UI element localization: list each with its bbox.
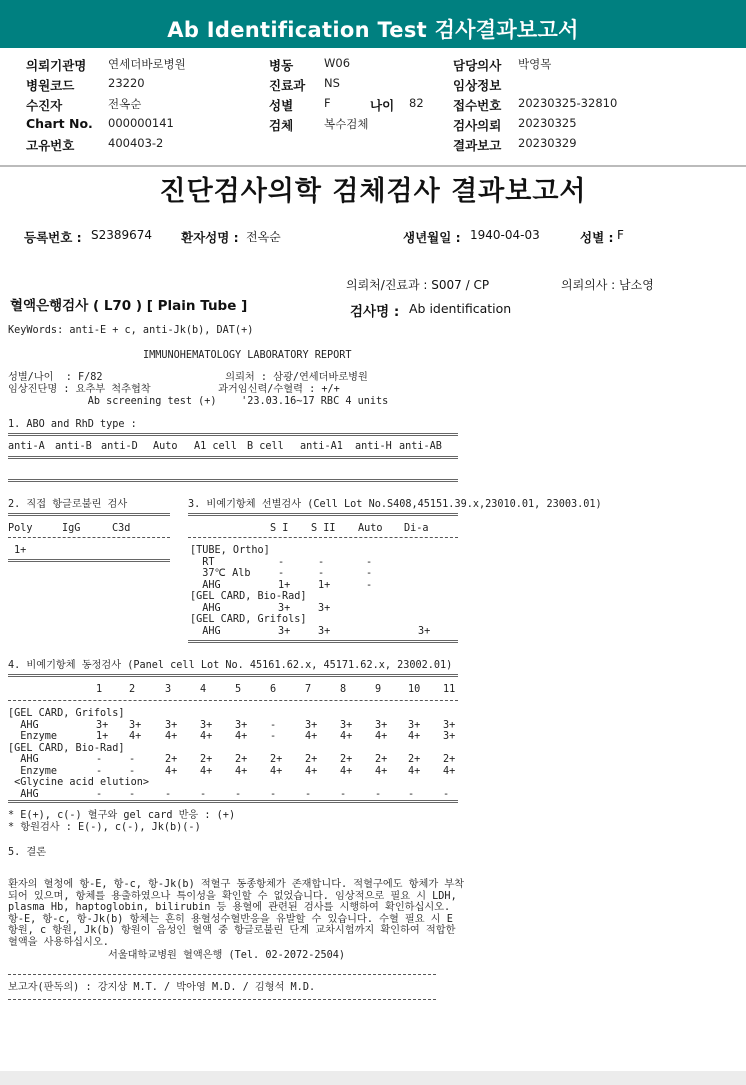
panel-cell: 3+ <box>96 719 109 731</box>
dob-label: 생년월일 : <box>403 230 461 245</box>
panel-row-label: AHG <box>8 719 39 731</box>
screen-column-header: S II <box>311 523 336 534</box>
screen-row-label: AHG <box>190 579 221 591</box>
info-value: 000000141 <box>108 116 174 130</box>
age-value: 82 <box>409 96 424 110</box>
info-value: 20230325 <box>518 116 577 130</box>
panel-column-header: 10 <box>408 684 421 695</box>
screen-cell: 1+ <box>318 579 331 591</box>
panel-cell: 3+ <box>129 719 142 731</box>
panel-cell: 3+ <box>408 719 421 731</box>
panel-cell: 3+ <box>375 719 388 731</box>
sex-label: 성별 : <box>580 230 614 245</box>
screen-cell: - <box>318 568 325 579</box>
screen-cell: - <box>278 568 285 579</box>
panel-column-header: 11 <box>443 684 456 695</box>
demographic-line: 임상진단명 : 요추부 척추협착 과거임신력/수혈력 : +/+ <box>8 384 340 395</box>
screen-column-header: Auto <box>358 523 383 534</box>
panel-cell: - <box>129 765 136 777</box>
demographic-line: 성별/나이 : F/82 의뢰처 : 삼광/연세더바로병원 <box>8 372 368 383</box>
info-label: 성별 <box>269 98 294 113</box>
panel-cell: 4+ <box>340 765 353 777</box>
info-label: 결과보고 <box>453 138 502 153</box>
info-label: 접수번호 <box>453 98 502 113</box>
screen-cell: 3+ <box>318 602 331 614</box>
panel-cell: 4+ <box>443 765 456 777</box>
screen-cell: 3+ <box>418 625 431 637</box>
panel-cell: 3+ <box>443 719 456 731</box>
panel-cell: - <box>443 788 450 800</box>
info-row <box>0 56 746 76</box>
dob-value: 1940-04-03 <box>470 228 540 242</box>
panel-column-header: 3 <box>165 684 172 695</box>
panel-cell: - <box>96 788 103 800</box>
panel-column-header: 4 <box>200 684 207 695</box>
panel-row-label: Enzyme <box>8 765 58 777</box>
abo-column-header: anti-D <box>101 441 138 452</box>
screen-row-label: AHG <box>190 602 221 614</box>
info-label: 병동 <box>269 58 294 73</box>
panel-cell: 3+ <box>305 719 318 731</box>
panel-cell: 2+ <box>305 754 318 765</box>
screen-column-header: S I <box>270 523 289 534</box>
dat-section-title: 2. 직접 항글로불린 검사 <box>8 499 128 510</box>
abo-column-header: B cell <box>247 441 284 452</box>
info-value: 박영목 <box>518 57 552 71</box>
dat-header-c3d: C3d <box>112 523 131 534</box>
screen-cell: 3+ <box>278 625 291 637</box>
info-label: 검체 <box>269 118 294 133</box>
info-value: 400403-2 <box>108 136 164 150</box>
rule-dashed <box>8 700 458 701</box>
panel-column-header: 1 <box>96 684 103 695</box>
report-title: 진단검사의학 검체검사 결과보고서 <box>159 176 587 207</box>
panel-cell: 4+ <box>375 731 388 742</box>
screen-cell: 3+ <box>318 625 331 637</box>
abo-column-header: anti-B <box>55 441 92 452</box>
panel-cell: - <box>375 788 382 800</box>
report-paper <box>0 167 746 1071</box>
lab-report-title: IMMUNOHEMATOLOGY LABORATORY REPORT <box>143 350 352 361</box>
panel-cell: - <box>200 788 207 800</box>
screen-row-label: RT <box>190 556 215 568</box>
page-bottom-gap <box>0 1071 746 1085</box>
panel-column-header: 7 <box>305 684 312 695</box>
panel-cell: 4+ <box>408 731 421 742</box>
panel-column-header: 5 <box>235 684 242 695</box>
abo-column-header: anti-A1 <box>300 441 343 452</box>
screen-row-label: [TUBE, Ortho] <box>190 545 270 556</box>
panel-row-label: [GEL CARD, Bio-Rad] <box>8 742 125 754</box>
info-value: 20230329 <box>518 136 577 150</box>
sex-value: F <box>617 228 624 242</box>
info-value: 연세더바로병원 <box>108 57 186 71</box>
panel-cell: 4+ <box>235 765 248 777</box>
panel-cell: - <box>129 754 136 765</box>
rule-dashed <box>188 537 458 538</box>
panel-cell: - <box>129 788 136 800</box>
panel-cell: 4+ <box>129 731 142 742</box>
panel-row-label: <Glycine acid elution> <box>8 777 150 788</box>
panel-cell: 2+ <box>165 754 178 765</box>
info-value: 23220 <box>108 76 145 90</box>
screen-cell: - <box>366 579 373 591</box>
rule-double <box>188 513 458 516</box>
abo-section-title: 1. ABO and RhD type : <box>8 419 137 430</box>
panel-column-header: 8 <box>340 684 347 695</box>
panel-cell: - <box>408 788 415 800</box>
panel-cell: 3+ <box>165 719 178 731</box>
panel-cell: - <box>235 788 242 800</box>
panel-cell: 2+ <box>235 754 248 765</box>
screen-cell: - <box>278 556 285 568</box>
panel-cell: 4+ <box>375 765 388 777</box>
abo-column-header: Auto <box>153 441 178 452</box>
panel-cell: 4+ <box>165 731 178 742</box>
test-name-label: 검사명 : <box>350 304 400 320</box>
rule-dashed <box>8 999 436 1000</box>
panel-cell: 3+ <box>443 731 456 742</box>
panel-cell: - <box>305 788 312 800</box>
info-label: 병원코드 <box>26 78 75 93</box>
patient-name: 전옥순 <box>246 230 281 244</box>
info-row <box>0 116 746 136</box>
panel-row-label: AHG <box>8 788 39 800</box>
panel-cell: - <box>96 754 103 765</box>
test-name-value: Ab identification <box>409 301 512 316</box>
panel-cell: 2+ <box>443 754 456 765</box>
rule-double <box>8 513 170 516</box>
panel-cell: - <box>270 719 277 731</box>
keywords: KeyWords: anti-E + c, anti-Jk(b), DAT(+) <box>8 325 254 336</box>
rule-double <box>8 456 458 459</box>
info-value: 복수검체 <box>324 117 369 131</box>
rule-double <box>8 800 458 803</box>
screen-cell: 1+ <box>278 579 291 591</box>
screen-cell: - <box>366 556 373 568</box>
info-label: 임상정보 <box>453 78 502 93</box>
panel-cell: - <box>165 788 172 800</box>
panel-cell: 2+ <box>375 754 388 765</box>
abo-column-header: anti-H <box>355 441 392 452</box>
info-label: 검사의뢰 <box>453 118 502 133</box>
panel-cell: 4+ <box>408 765 421 777</box>
panel-cell: 3+ <box>340 719 353 731</box>
panel-cell: 2+ <box>340 754 353 765</box>
demographic-line: Ab screening test (+) '23.03.16~17 RBC 4 units <box>8 396 389 407</box>
test-heading: 혈액은행검사 ( L70 ) [ Plain Tube ] <box>10 298 248 314</box>
panel-cell: 4+ <box>200 765 213 777</box>
panel-row-label: Enzyme <box>8 731 58 742</box>
screen-row-label: AHG <box>190 625 221 637</box>
screen-row-label: [GEL CARD, Bio-Rad] <box>190 591 307 602</box>
panel-column-header: 2 <box>129 684 136 695</box>
panel-cell: - <box>340 788 347 800</box>
info-label: 담당의사 <box>453 58 502 73</box>
dat-value-poly: 1+ <box>14 545 27 556</box>
info-value: W06 <box>324 56 351 70</box>
panel-row-label: AHG <box>8 754 39 765</box>
screen-cell: - <box>318 556 325 568</box>
info-label: 진료과 <box>269 78 306 93</box>
panel-cell: - <box>96 765 103 777</box>
rule-double <box>8 559 170 562</box>
abo-column-header: A1 cell <box>194 441 237 452</box>
panel-cell: 3+ <box>200 719 213 731</box>
panel-column-header: 6 <box>270 684 277 695</box>
panel-cell: 4+ <box>235 731 248 742</box>
abo-column-header: anti-A <box>8 441 45 452</box>
info-row <box>0 76 746 96</box>
referring-doctor: 의뢰의사 : 남소영 <box>561 278 654 292</box>
panel-cell: 4+ <box>270 765 283 777</box>
panel-cell: 4+ <box>340 731 353 742</box>
age-label: 나이 <box>370 98 395 113</box>
dat-header-poly: Poly <box>8 523 33 534</box>
panel-row-label: [GEL CARD, Grifols] <box>8 708 125 719</box>
screen-column-header: Di-a <box>404 523 429 534</box>
screen-cell: 3+ <box>278 602 291 614</box>
panel-cell: - <box>270 731 277 742</box>
screen-row-label: [GEL CARD, Grifols] <box>190 614 307 625</box>
panel-cell: 1+ <box>96 731 109 742</box>
panel-cell: 4+ <box>305 731 318 742</box>
panel-column-header: 9 <box>375 684 382 695</box>
panel-cell: 2+ <box>200 754 213 765</box>
info-row <box>0 136 746 156</box>
screen-section-title: 3. 비예기항체 선별검사 (Cell Lot No.S408,45151.39.x,23010.01, 23003.01) <box>188 499 602 510</box>
rule-double <box>8 674 458 677</box>
rule-dashed <box>8 974 436 975</box>
info-value: F <box>324 96 331 110</box>
rule-double <box>8 433 458 436</box>
info-value: 전옥순 <box>108 97 142 111</box>
panel-section-title: 4. 비예기항체 동정검사 (Panel cell Lot No. 45161.62.x, 45171.62.x, 23002.01) <box>8 660 453 671</box>
screen-row-label: 37℃ Alb <box>190 568 251 579</box>
panel-cell: 4+ <box>165 765 178 777</box>
panel-cell: - <box>270 788 277 800</box>
panel-cell: 2+ <box>408 754 421 765</box>
abo-column-header: anti-AB <box>399 441 442 452</box>
note-line: * E(+), c(-) 혈구와 gel card 반응 : (+) <box>8 810 236 821</box>
rule-double <box>8 479 458 482</box>
panel-cell: 3+ <box>235 719 248 731</box>
panel-cell: 2+ <box>270 754 283 765</box>
info-value: NS <box>324 76 340 90</box>
conclusion-text: 환자의 혈청에 항-E, 항-c, 항-Jk(b) 적혈구 동종항체가 존재합니다. 적혈구에도 항체가 부착되어 있으며, 항체를 용출하였으나 특이성을 확인할 수 없었습니다. 임상적으로 필요 시 LDH, plasma Hb, haptoglobin, bilirubin 등 용혈에 관련된 검사를 시행하여 확인하십시오. 항-E, 항-c, 항-Jk(b) 항체는 흔히 용혈성수혈반응을 유발할 수 있습니다. 수혈 필요 시 E 항원, c 항원, Jk(b) 항원이 음성인 혈액 중 항글로불린 단계 교차시험까지 확인하여 적합한 혈액을 사용하십시오. <box>8 879 464 948</box>
info-label: 고유번호 <box>26 138 75 153</box>
registration-number: S2389674 <box>91 228 153 242</box>
info-label: Chart No. <box>26 116 93 131</box>
patient-info-panel <box>0 48 746 166</box>
referring-dept: 의뢰처/진료과 : S007 / CP <box>346 278 490 292</box>
rule-double <box>188 640 458 643</box>
registration-label: 등록번호 : <box>24 230 82 245</box>
info-row <box>0 96 746 116</box>
reporter-line: 보고자(판독의) : 강지상 M.T. / 박아영 M.D. / 김형석 M.D. <box>8 982 316 993</box>
hospital-line: 서울대학교병원 혈액은행 (Tel. 02-2072-2504) <box>108 950 346 961</box>
panel-cell: 4+ <box>200 731 213 742</box>
screen-cell: - <box>366 568 373 579</box>
note-line: * 항원검사 : E(-), c(-), Jk(b)(-) <box>8 822 201 833</box>
info-label: 수진자 <box>26 98 63 113</box>
dat-header-igg: IgG <box>62 523 81 534</box>
report-header-title: Ab Identification Test 검사결과보고서 <box>167 18 579 42</box>
conclusion-title: 5. 결론 <box>8 847 47 858</box>
info-value: 20230325-32810 <box>518 96 618 110</box>
panel-cell: 4+ <box>305 765 318 777</box>
rule-dashed <box>8 537 170 538</box>
patient-name-label: 환자성명 : <box>181 230 239 245</box>
info-label: 의뢰기관명 <box>26 58 87 73</box>
